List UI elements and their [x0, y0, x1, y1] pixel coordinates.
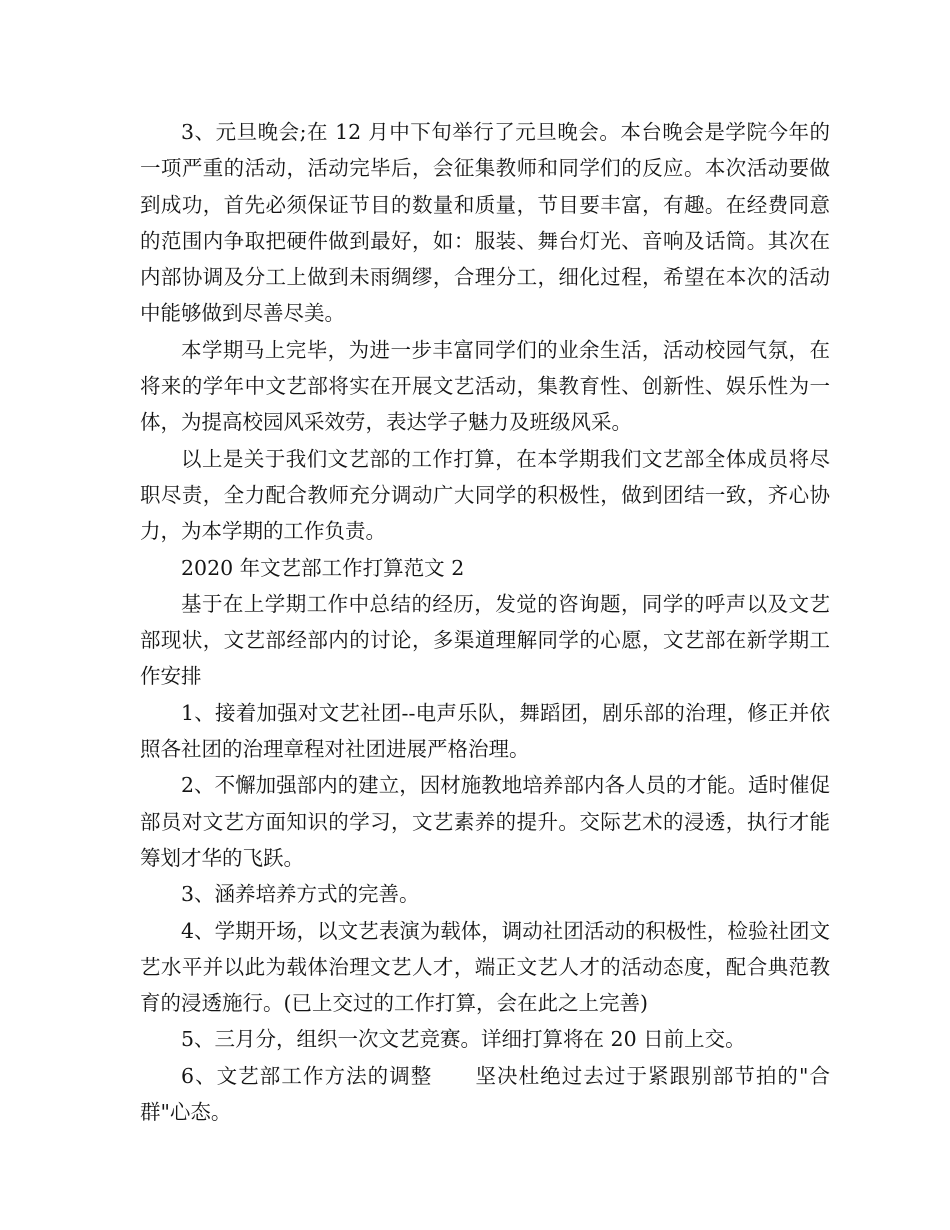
list-item-6: 6、文艺部工作方法的调整 坚决杜绝过去过于紧跟别部节拍的"合群"心态。: [140, 1063, 830, 1125]
document-body: [140, 114, 830, 1130]
list-item-2: 2、不懈加强部内的建立，因材施教地培养部内各人员的才能。适时催促部员对文艺方面知识的学习，文艺素养的提升。交际艺术的浸透，执行才能筹划才华的飞跃。: [140, 773, 830, 870]
paragraph-semester-end: 本学期马上完毕，为进一步丰富同学们的业余生活，活动校园气氛，在将来的学年中文艺部将实在开展文艺活动，集教育性、创新性、娱乐性为一体，为提高校园风采效劳，表达学子魅力及班级风采。: [140, 337, 830, 435]
section-heading: 2020 年文艺部工作打算范文 2: [181, 555, 465, 580]
list-item-5: 5、三月分，组织一次文艺竞赛。详细打算将在 20 日前上交。: [181, 1027, 746, 1052]
list-item-4: 4、学期开场，以文艺表演为载体，调动社团活动的积极性，检验社团文艺水平并以此为载体治理文艺人才，端正文艺人才的活动态度，配合典范教育的浸透施行。(已上交过的工作打算，会在此之上完善): [140, 918, 830, 1016]
list-item-3: 3、涵养培养方式的完善。: [181, 882, 420, 907]
paragraph-intro: 基于在上学期工作中总结的经历，发觉的咨询题，同学的呼声以及文艺部现状，文艺部经部内的讨论，多渠道理解同学的心愿，文艺部在新学期工作安排: [140, 591, 830, 689]
paragraph-summary: 以上是关于我们文艺部的工作打算，在本学期我们文艺部全体成员将尽职尽责，全力配合教师充分调动广大同学的积极性，做到团结一致，齐心协力，为本学期的工作负责。: [140, 446, 830, 544]
list-item-1: 1、接着加强对文艺社团--电声乐队，舞蹈团，剧乐部的治理，修正并依照各社团的治理章程对社团进展严格治理。: [140, 700, 830, 762]
paragraph-new-year-gala: 3、元旦晚会;在 12 月中下旬举行了元旦晚会。本台晚会是学院今年的一项严重的活动，活动完毕后，会征集教师和同学们的反应。本次活动要做到成功，首先必须保证节目的数量和质量，节目要丰富，有趣。在经费同意的范围内争取把硬件做到最好，如：服装、舞台灯光、音响及话筒。其次在内部协调及分工上做到未雨绸缪，合理分工，细化过程，希望在本次的活动中能够做到尽善尽美。: [140, 120, 830, 326]
